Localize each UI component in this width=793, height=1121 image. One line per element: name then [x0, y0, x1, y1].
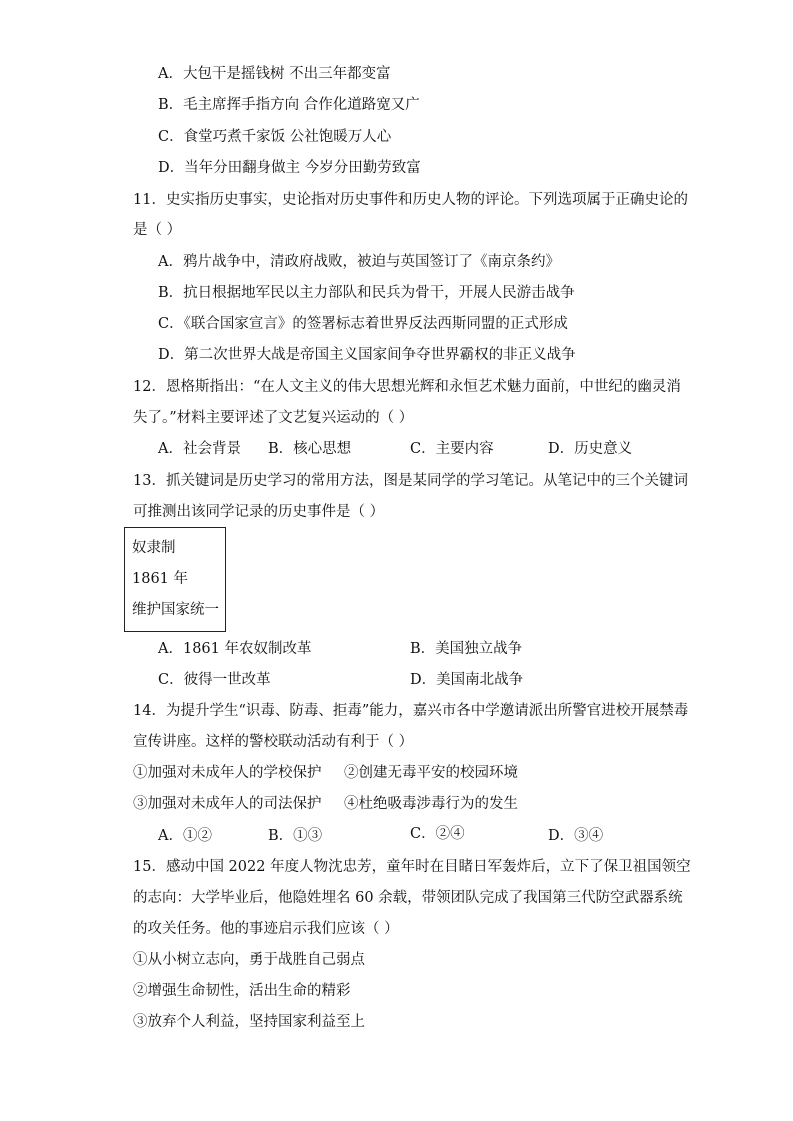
q14-option-d: D．③④ [548, 828, 604, 844]
q14-option-a: A．①② [158, 828, 212, 844]
note-keyword-1: 奴隶制 [132, 540, 176, 556]
q14-stem-line2: 宣传讲座。这样的警校联动活动有利于（ ） [133, 734, 414, 750]
q12-option-b: B．核心思想 [268, 441, 352, 457]
q10-option-d: D．当年分田翻身做主 今岁分田勤劳致富 [158, 160, 421, 176]
q13-option-a: A．1861 年农奴制改革 [158, 641, 312, 657]
q14-statement-2: ②创建无毒平安的校园环境 [344, 765, 518, 781]
q10-option-b: B．毛主席挥手指方向 合作化道路宽又广 [158, 97, 420, 113]
q13-stem-line1: 13．抓关键词是历史学习的常用方法，图是某同学的学习笔记。从笔记中的三个关键词 [133, 473, 688, 489]
q14-option-c: C．②④ [410, 826, 465, 842]
note-keyword-3: 维护国家统一 [132, 602, 219, 618]
q13-option-d: D．美国南北战争 [410, 672, 524, 688]
q14-statement-1: ①加强对未成年人的学校保护 [133, 765, 322, 781]
q15-statement-2: ②增强生命韧性，活出生命的精彩 [133, 983, 351, 999]
q12-option-a: A．社会背景 [158, 441, 241, 457]
q11-option-b: B．抗日根据地军民以主力部队和民兵为骨干，开展人民游击战争 [158, 285, 575, 301]
q12-option-d: D．历史意义 [548, 441, 633, 457]
q14-statement-4: ④杜绝吸毒涉毒行为的发生 [344, 796, 518, 812]
q15-stem-line1: 15．感动中国 2022 年度人物沈忠芳，童年时在目睹日军轰炸后，立下了保卫祖国领空 [133, 859, 691, 875]
q10-option-c: C．食堂巧煮千家饭 公社饱暖万人心 [158, 129, 392, 145]
q14-stem-line1: 14．为提升学生“识毒、防毒、拒毒”能力，嘉兴市各中学邀请派出所警官进校开展禁毒 [133, 703, 689, 719]
q15-stem-line2: 的志向：大学毕业后，他隐姓埋名 60 余载，带领团队完成了我国第三代防空武器系统 [133, 890, 683, 906]
q13-option-c: C．彼得一世改革 [158, 672, 271, 688]
q11-option-d: D．第二次世界大战是帝国主义国家间争夺世界霸权的非正义战争 [158, 347, 576, 363]
q11-stem-line2: 是（ ） [133, 222, 182, 238]
note-keyword-2: 1861 年 [132, 571, 189, 587]
q11-option-c: C．《联合国家宣言》的签署标志着世界反法西斯同盟的正式形成 [158, 316, 568, 332]
q13-option-b: B．美国独立战争 [410, 641, 523, 657]
q12-stem-line2: 失了。”材料主要评述了文艺复兴运动的（ ） [133, 410, 414, 426]
q15-stem-line3: 的攻关任务。他的事迹启示我们应该（ ） [133, 921, 399, 937]
q14-statement-3: ③加强对未成年人的司法保护 [133, 796, 322, 812]
q10-option-a: A．大包干是摇钱树 不出三年都变富 [158, 66, 391, 82]
q15-statement-3: ③放弃个人利益，坚持国家利益至上 [133, 1014, 365, 1030]
q14-option-b: B．①③ [268, 828, 323, 844]
q11-option-a: A．鸦片战争中，清政府战败，被迫与英国签订了《南京条约》 [158, 254, 560, 270]
q12-stem-line1: 12．恩格斯指出：“在人文主义的伟大思想光辉和永恒艺术魅力面前，中世纪的幽灵消 [133, 379, 681, 395]
q12-option-c: C．主要内容 [410, 441, 494, 457]
q13-stem-line2: 可推测出该同学记录的历史事件是（ ） [133, 504, 385, 520]
q11-stem-line1: 11．史实指历史事实，史论指对历史事件和历史人物的评论。下列选项属于正确史论的 [133, 192, 688, 208]
q15-statement-1: ①从小树立志向，勇于战胜自己弱点 [133, 952, 365, 968]
